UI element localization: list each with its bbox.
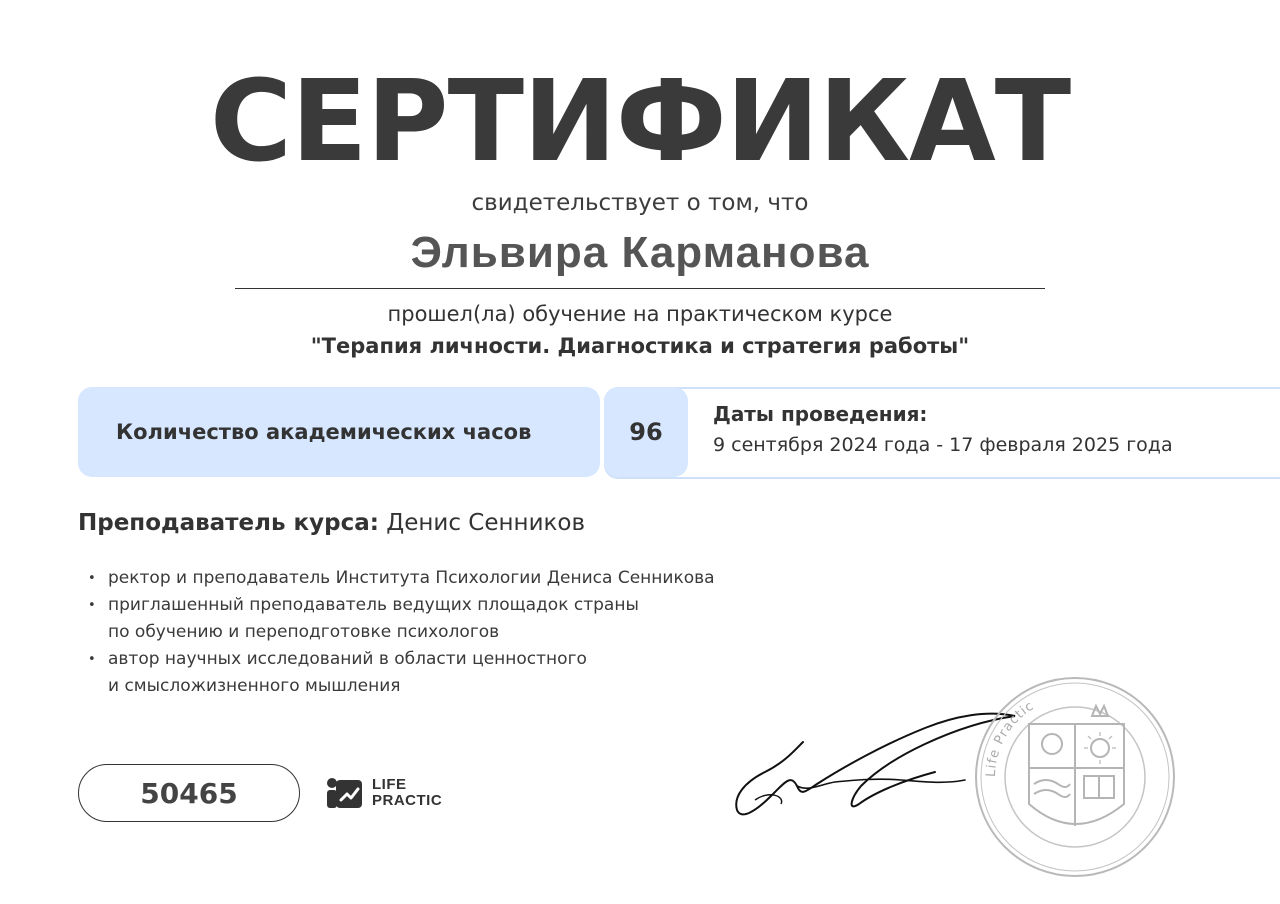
list-item: • ректор и преподаватель Института Психологии Дениса Сенникова bbox=[88, 565, 715, 592]
teacher-label: Преподаватель курса: bbox=[78, 510, 379, 536]
stamp-seal-icon bbox=[974, 676, 1176, 878]
logo-mark-icon bbox=[326, 776, 364, 810]
dates-frame bbox=[604, 387, 1280, 479]
list-item-continuation: по обучению и переподготовке психологов bbox=[108, 622, 500, 642]
hours-value-box bbox=[604, 387, 688, 477]
hours-label: Количество академических часов bbox=[116, 420, 532, 444]
certificate-title: СЕРТИФИКАТ bbox=[209, 57, 1071, 187]
list-item-continuation: и смысложизненного мышления bbox=[108, 676, 401, 696]
certificate-number-badge bbox=[78, 764, 300, 822]
logo-line-2: PRACTIC bbox=[372, 792, 443, 809]
completed-text: прошел(ла) обучение на практическом курсе bbox=[387, 302, 893, 326]
teacher-bullets bbox=[88, 565, 715, 700]
stamp-ring-text: Life Practic bbox=[983, 698, 1038, 778]
certificate-number: 50465 bbox=[140, 776, 238, 810]
hours-value: 96 bbox=[629, 418, 663, 446]
name-underline bbox=[235, 288, 1045, 289]
logo-line-1: LIFE bbox=[372, 776, 407, 793]
dates-label: Даты проведения: bbox=[713, 402, 928, 426]
dates-value: 9 сентября 2024 года - 17 февраля 2025 года bbox=[713, 434, 1173, 456]
recipient-name: Эльвира Карманова bbox=[410, 228, 870, 277]
teacher-line bbox=[78, 510, 585, 536]
list-item: • автор научных исследований в области ценностного bbox=[88, 646, 715, 673]
course-title: "Терапия личности. Диагностика и стратегия работы" bbox=[310, 334, 970, 358]
list-item: • приглашенный преподаватель ведущих площадок страны bbox=[88, 592, 715, 619]
hours-label-box bbox=[78, 387, 600, 477]
life-practic-logo bbox=[326, 776, 442, 810]
teacher-name: Денис Сенников bbox=[386, 510, 586, 536]
attests-text: свидетельствует о том, что bbox=[471, 190, 809, 216]
